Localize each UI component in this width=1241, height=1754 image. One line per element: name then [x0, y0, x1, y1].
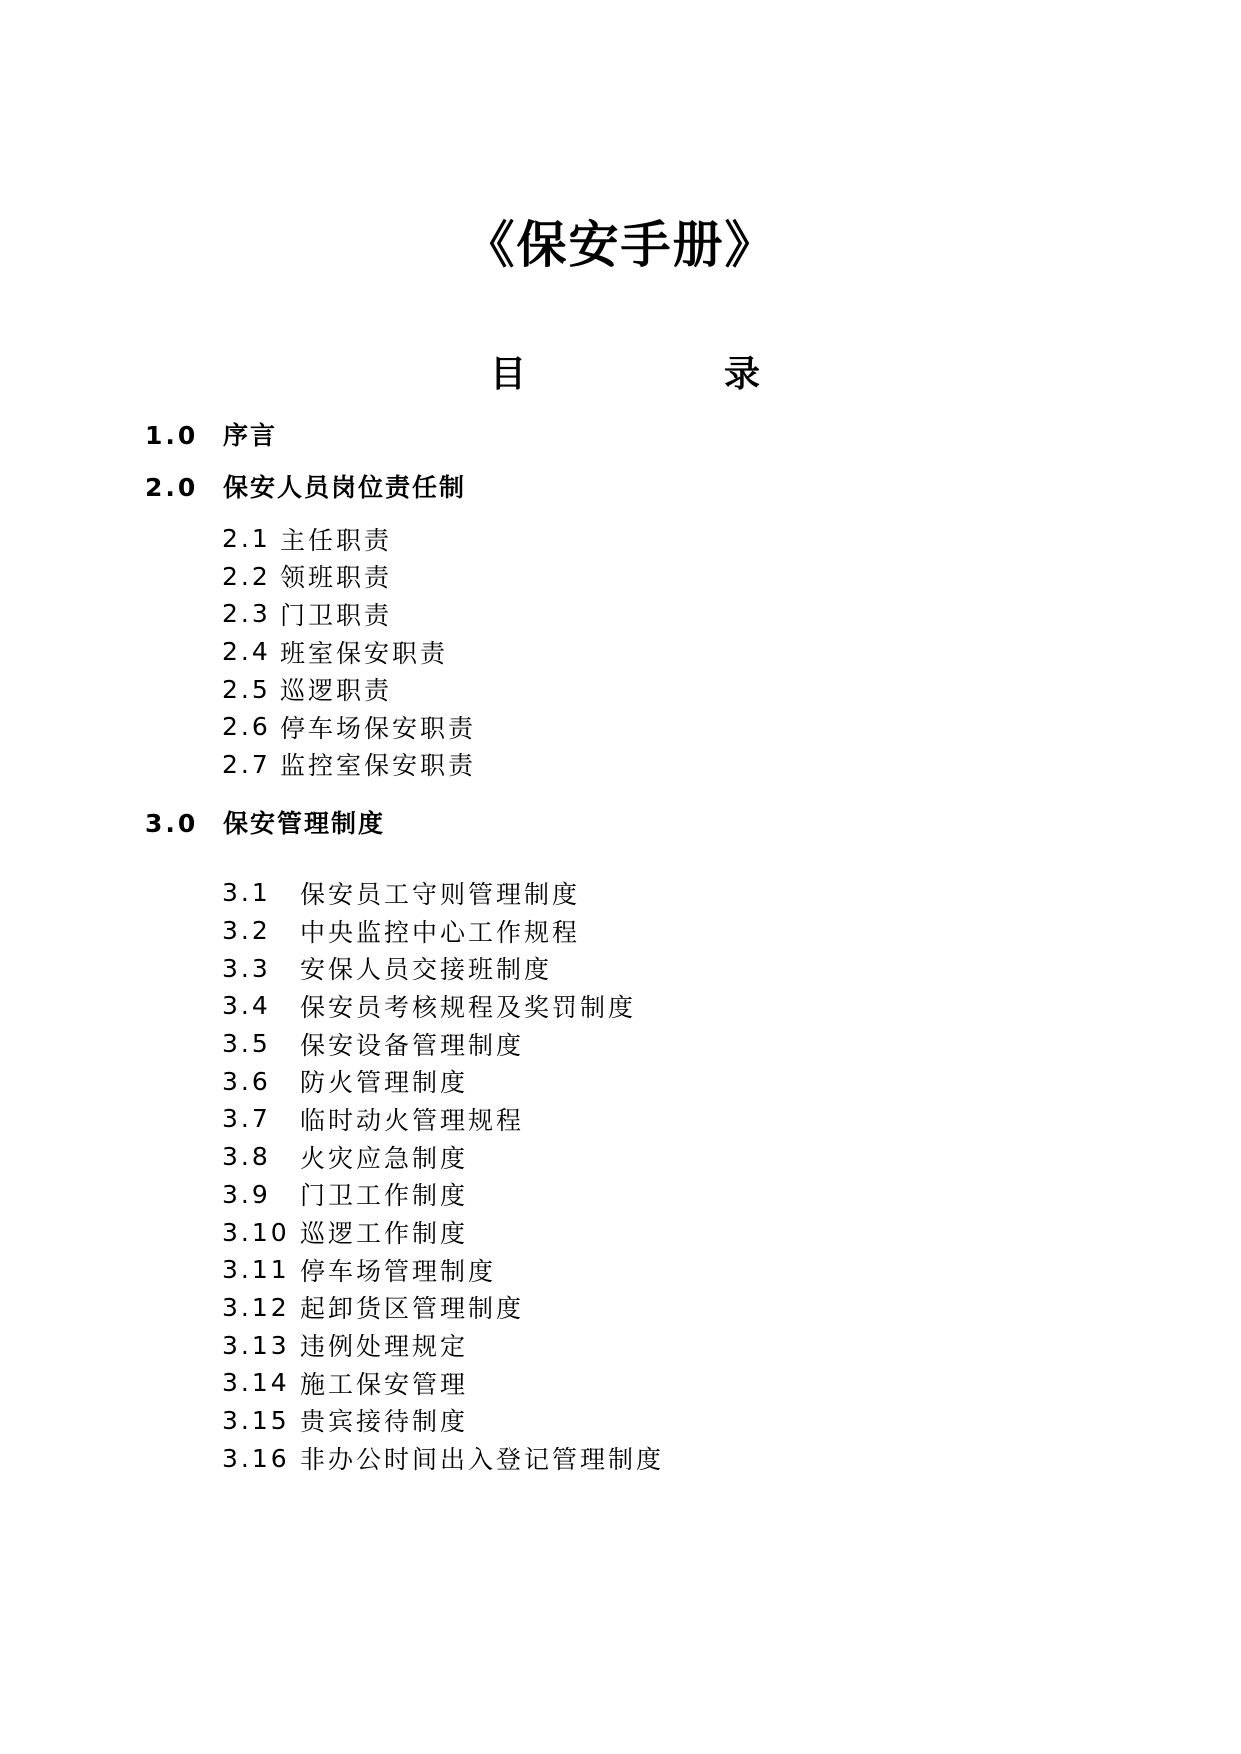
toc-item	[222, 558, 476, 596]
toc-item	[222, 1176, 664, 1214]
toc-heading	[490, 353, 760, 397]
toc-item	[222, 1213, 664, 1251]
item-title: 门卫职责	[280, 600, 393, 630]
toc-heading-char-2: 录	[723, 354, 760, 395]
toc-item	[222, 1025, 664, 1063]
item-number: 2.3	[222, 599, 271, 629]
toc-item	[222, 1402, 664, 1440]
item-number: 2.5	[222, 674, 271, 704]
item-title: 违例处理规定	[300, 1332, 469, 1362]
item-title: 监控室保安职责	[280, 751, 477, 781]
item-number: 3.7	[222, 1104, 271, 1134]
item-number: 3.8	[222, 1142, 271, 1172]
item-title: 停车场管理制度	[300, 1256, 497, 1286]
item-number: 3.15	[222, 1405, 290, 1435]
toc-item	[222, 949, 664, 987]
item-title: 火灾应急制度	[300, 1143, 469, 1173]
toc-item	[222, 520, 476, 558]
item-title: 保安员工守则管理制度	[300, 879, 581, 909]
section-number: 3.0	[145, 809, 199, 838]
item-title: 施工保安管理	[300, 1369, 469, 1399]
toc-item	[222, 595, 476, 633]
toc-item	[222, 1289, 664, 1327]
item-number: 3.11	[222, 1255, 290, 1285]
item-number: 3.13	[222, 1330, 290, 1360]
item-title: 保安员考核规程及奖罚制度	[300, 992, 637, 1022]
section-title: 保安管理制度	[223, 809, 386, 838]
item-title: 班室保安职责	[280, 638, 449, 668]
item-title: 主任职责	[280, 525, 393, 555]
item-number: 2.7	[222, 749, 271, 779]
item-number: 3.6	[222, 1066, 271, 1096]
item-number: 3.14	[222, 1368, 290, 1398]
toc-item	[222, 633, 476, 671]
item-title: 起卸货区管理制度	[300, 1294, 525, 1324]
document-title: 《保安手册》	[464, 216, 777, 274]
item-number: 3.12	[222, 1292, 290, 1322]
toc-item	[222, 874, 664, 912]
item-title: 防火管理制度	[300, 1068, 469, 1098]
item-number: 3.4	[222, 991, 271, 1021]
item-title: 临时动火管理规程	[300, 1105, 525, 1135]
item-number: 3.3	[222, 953, 271, 983]
toc-item	[222, 1100, 664, 1138]
toc-subsection-list-2	[222, 520, 476, 783]
toc-section-3	[145, 808, 385, 840]
item-number: 2.1	[222, 524, 271, 554]
item-number: 3.2	[222, 916, 271, 946]
toc-subsection-list-3	[222, 874, 664, 1477]
section-number: 1.0	[145, 421, 199, 450]
item-number: 3.1	[222, 878, 271, 908]
item-title: 安保人员交接班制度	[300, 955, 553, 985]
toc-item	[222, 1251, 664, 1289]
toc-item	[222, 1364, 664, 1402]
item-number: 2.2	[222, 561, 271, 591]
toc-item	[222, 912, 664, 950]
item-number: 3.9	[222, 1179, 271, 1209]
toc-heading-char-1: 目	[490, 354, 527, 395]
item-title: 巡逻工作制度	[300, 1219, 469, 1249]
item-title: 领班职责	[280, 563, 393, 593]
toc-item	[222, 1326, 664, 1364]
toc-item	[222, 1439, 664, 1477]
item-title: 贵宾接待制度	[300, 1407, 469, 1437]
toc-item	[222, 1138, 664, 1176]
item-number: 3.16	[222, 1443, 290, 1473]
toc-item	[222, 670, 476, 708]
toc-section-2	[145, 472, 466, 504]
item-title: 保安设备管理制度	[300, 1030, 525, 1060]
item-number: 2.4	[222, 637, 271, 667]
item-title: 中央监控中心工作规程	[300, 917, 581, 947]
item-title: 非办公时间出入登记管理制度	[300, 1445, 665, 1475]
toc-item	[222, 708, 476, 746]
item-number: 2.6	[222, 712, 271, 742]
item-title: 门卫工作制度	[300, 1181, 469, 1211]
toc-item	[222, 746, 476, 784]
section-title: 序言	[223, 421, 278, 450]
item-title: 巡逻职责	[280, 676, 393, 706]
toc-section-1	[145, 420, 277, 452]
toc-item	[222, 987, 664, 1025]
toc-item	[222, 1062, 664, 1100]
item-number: 3.5	[222, 1029, 271, 1059]
item-title: 停车场保安职责	[280, 713, 477, 743]
section-number: 2.0	[145, 473, 199, 502]
section-title: 保安人员岗位责任制	[223, 473, 467, 502]
item-number: 3.10	[222, 1217, 290, 1247]
